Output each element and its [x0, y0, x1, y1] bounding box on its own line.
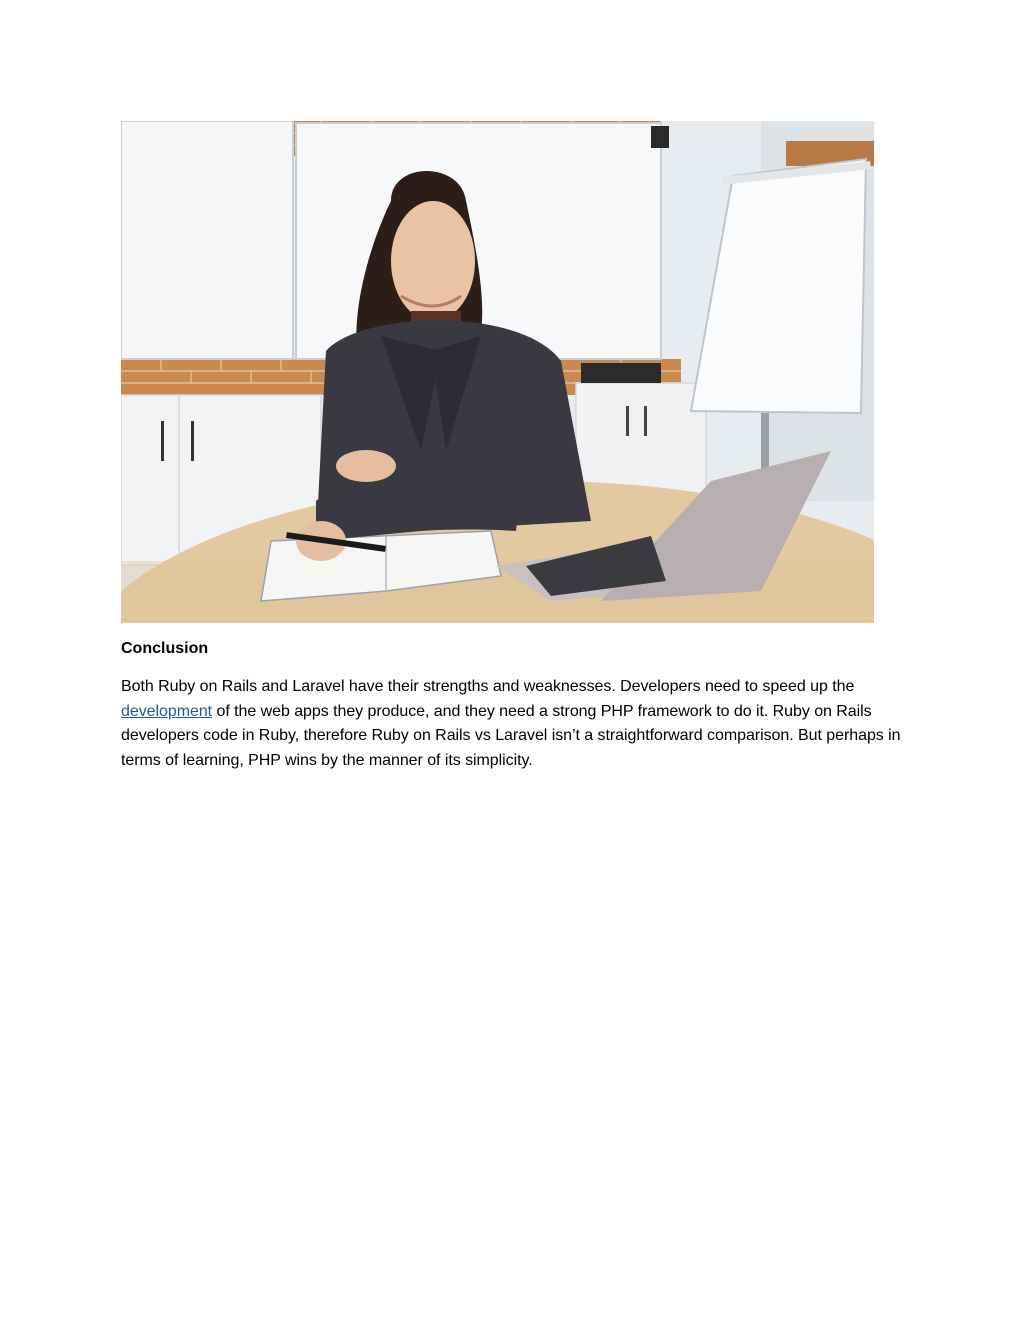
paragraph-text-before-link: Both Ruby on Rails and Laravel have their strengths and weaknesses. Developers need to speed up the: [121, 678, 855, 695]
section-heading: Conclusion: [121, 640, 209, 657]
development-link[interactable]: development: [121, 702, 213, 720]
conclusion-paragraph: [121, 675, 911, 773]
paragraph-text-after-link: of the web apps they produce, and they need a strong PHP framework to do it. Ruby on Rails developers code in Ruby, therefore Ruby on Rails vs Laravel isn’t a straightforward comparison. But perhaps in terms of learning, PHP wins by the manner of its simplicity.: [121, 702, 901, 769]
article-photo: [121, 121, 874, 623]
